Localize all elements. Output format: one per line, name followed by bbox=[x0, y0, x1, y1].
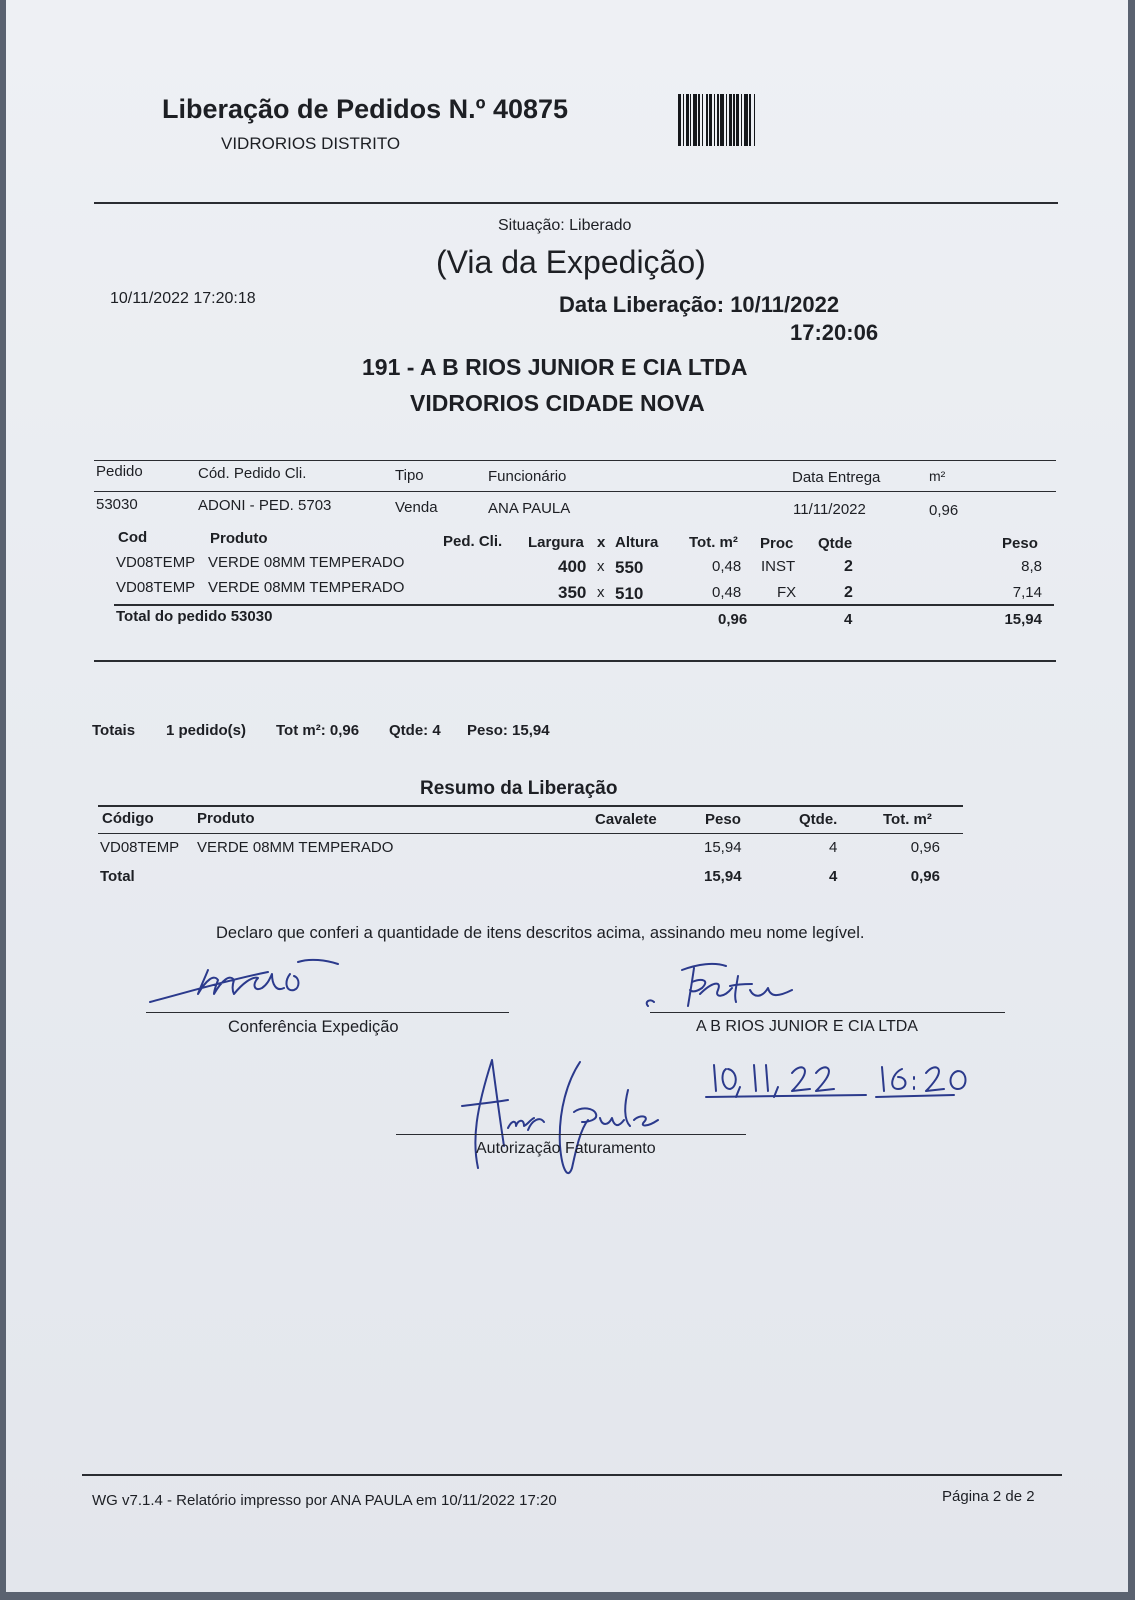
resumo-header-qtde: Qtde. bbox=[799, 811, 838, 828]
item-tot-m2: 0,48 bbox=[712, 584, 742, 601]
col-header-pedido: Pedido bbox=[96, 463, 143, 480]
item-qtde: 2 bbox=[844, 584, 853, 601]
resumo-header-cavalete: Cavalete bbox=[595, 811, 657, 828]
items-total-border bbox=[114, 604, 1054, 606]
print-timestamp: 10/11/2022 17:20:18 bbox=[110, 290, 256, 307]
item-tot-m2: 0,48 bbox=[712, 558, 742, 575]
item-largura: 350 bbox=[558, 583, 587, 602]
resumo-total-label: Total bbox=[100, 868, 135, 885]
item-header-cod: Cod bbox=[118, 529, 148, 546]
autorizacao-signature-line bbox=[396, 1134, 746, 1135]
item-largura: 400 bbox=[558, 557, 587, 576]
order-total-peso: 15,94 bbox=[1004, 611, 1042, 628]
client-signature-label: A B RIOS JUNIOR E CIA LTDA bbox=[696, 1018, 918, 1035]
conferencia-signature bbox=[148, 950, 378, 1010]
item-proc: INST bbox=[761, 558, 796, 575]
totals-m2: Tot m²: 0,96 bbox=[276, 722, 360, 739]
resumo-top-border bbox=[98, 805, 963, 807]
item-header-ped-cli: Ped. Cli. bbox=[443, 533, 503, 550]
via-label: (Via da Expedição) bbox=[436, 244, 706, 280]
resumo-header-peso: Peso bbox=[705, 811, 741, 828]
order-cod-pedido-cli: ADONI - PED. 5703 bbox=[198, 497, 332, 514]
col-header-funcionario: Funcionário bbox=[488, 468, 567, 485]
col-header-cod-pedido-cli: Cód. Pedido Cli. bbox=[198, 465, 307, 482]
item-header-x: x bbox=[597, 534, 606, 551]
resumo-total-qtde: 4 bbox=[829, 868, 838, 885]
data-liberacao-label: Data Liberação: bbox=[559, 292, 725, 317]
col-header-tipo: Tipo bbox=[395, 467, 424, 484]
situacao-label: Situação: Liberado bbox=[498, 217, 632, 234]
item-cod: VD08TEMP bbox=[116, 554, 196, 571]
data-liberacao-date: 10/11/2022 bbox=[730, 292, 840, 317]
document-title: Liberação de Pedidos N.º 40875 bbox=[162, 94, 569, 124]
order-m2: 0,96 bbox=[929, 502, 959, 519]
order-section-divider bbox=[94, 660, 1056, 662]
item-produto: VERDE 08MM TEMPERADO bbox=[208, 579, 405, 596]
item-x: x bbox=[597, 558, 605, 575]
resumo-produto: VERDE 08MM TEMPERADO bbox=[197, 839, 394, 856]
footer-printed-by: WG v7.1.4 - Relatório impresso por ANA PAULA em 10/11/2022 17:20 bbox=[92, 1492, 557, 1509]
item-qtde: 2 bbox=[844, 558, 853, 575]
item-header-proc: Proc bbox=[760, 535, 794, 552]
order-tipo: Venda bbox=[395, 499, 438, 516]
totals-label: Totais bbox=[92, 722, 136, 739]
footer-page-number: Página 2 de 2 bbox=[942, 1488, 1035, 1505]
client-signature bbox=[642, 958, 812, 1013]
totals-qtde: Qtde: 4 bbox=[389, 722, 441, 739]
item-altura: 550 bbox=[615, 558, 644, 577]
company-name: VIDRORIOS DISTRITO bbox=[221, 134, 401, 153]
order-data-entrega: 11/11/2022 bbox=[793, 501, 866, 518]
item-header-peso: Peso bbox=[1002, 535, 1038, 552]
resumo-header-tot-m2: Tot. m² bbox=[883, 811, 932, 828]
item-peso: 8,8 bbox=[1021, 558, 1042, 575]
resumo-tot-m2: 0,96 bbox=[910, 839, 940, 856]
header-divider bbox=[94, 202, 1058, 204]
autorizacao-signature bbox=[448, 1050, 688, 1190]
item-header-produto: Produto bbox=[210, 530, 268, 547]
item-proc: FX bbox=[777, 584, 797, 601]
col-header-m2: m² bbox=[929, 468, 946, 484]
item-header-largura: Largura bbox=[528, 534, 584, 551]
item-x: x bbox=[597, 584, 605, 601]
item-header-tot-m2: Tot. m² bbox=[689, 534, 738, 551]
resumo-total-m2: 0,96 bbox=[910, 868, 940, 885]
order-total-qtde: 4 bbox=[844, 611, 853, 628]
resumo-codigo: VD08TEMP bbox=[100, 839, 180, 856]
order-table-header-border bbox=[94, 491, 1056, 492]
client-store: VIDRORIOS CIDADE NOVA bbox=[410, 390, 705, 416]
col-header-data-entrega: Data Entrega bbox=[792, 469, 881, 486]
footer-divider bbox=[82, 1474, 1062, 1476]
client-name: 191 - A B RIOS JUNIOR E CIA LTDA bbox=[362, 354, 748, 380]
document-page bbox=[6, 0, 1128, 1592]
conferencia-signature-line bbox=[146, 1012, 509, 1013]
resumo-header-codigo: Código bbox=[102, 810, 154, 827]
item-produto: VERDE 08MM TEMPERADO bbox=[208, 554, 405, 571]
totals-peso: Peso: 15,94 bbox=[467, 722, 550, 739]
item-header-qtde: Qtde bbox=[818, 535, 853, 552]
resumo-total-peso: 15,94 bbox=[704, 868, 742, 885]
data-liberacao-time: 17:20:06 bbox=[790, 320, 879, 345]
resumo-header-border bbox=[98, 833, 963, 834]
order-pedido: 53030 bbox=[96, 496, 138, 513]
barcode-bar bbox=[755, 94, 757, 146]
resumo-title: Resumo da Liberação bbox=[420, 778, 618, 799]
resumo-header-produto: Produto bbox=[197, 810, 255, 827]
item-header-altura: Altura bbox=[615, 534, 659, 551]
autorizacao-label: Autorização Faturamento bbox=[476, 1140, 656, 1157]
client-signature-line bbox=[650, 1012, 1005, 1013]
barcode bbox=[678, 94, 850, 146]
totals-pedidos: 1 pedido(s) bbox=[166, 722, 247, 739]
order-table-top-border bbox=[94, 460, 1056, 461]
declaration-text: Declaro que conferi a quantidade de itens descritos acima, assinando meu nome legível. bbox=[216, 924, 865, 942]
resumo-peso: 15,94 bbox=[704, 839, 742, 856]
item-altura: 510 bbox=[615, 584, 644, 603]
order-funcionario: ANA PAULA bbox=[488, 500, 571, 517]
conferencia-label: Conferência Expedição bbox=[228, 1018, 399, 1036]
handwritten-date bbox=[706, 1055, 986, 1105]
data-liberacao bbox=[559, 292, 839, 318]
order-total-label: Total do pedido 53030 bbox=[116, 608, 273, 625]
resumo-qtde: 4 bbox=[829, 839, 838, 856]
item-peso: 7,14 bbox=[1012, 584, 1042, 601]
item-cod: VD08TEMP bbox=[116, 579, 196, 596]
order-total-m2: 0,96 bbox=[718, 611, 748, 628]
